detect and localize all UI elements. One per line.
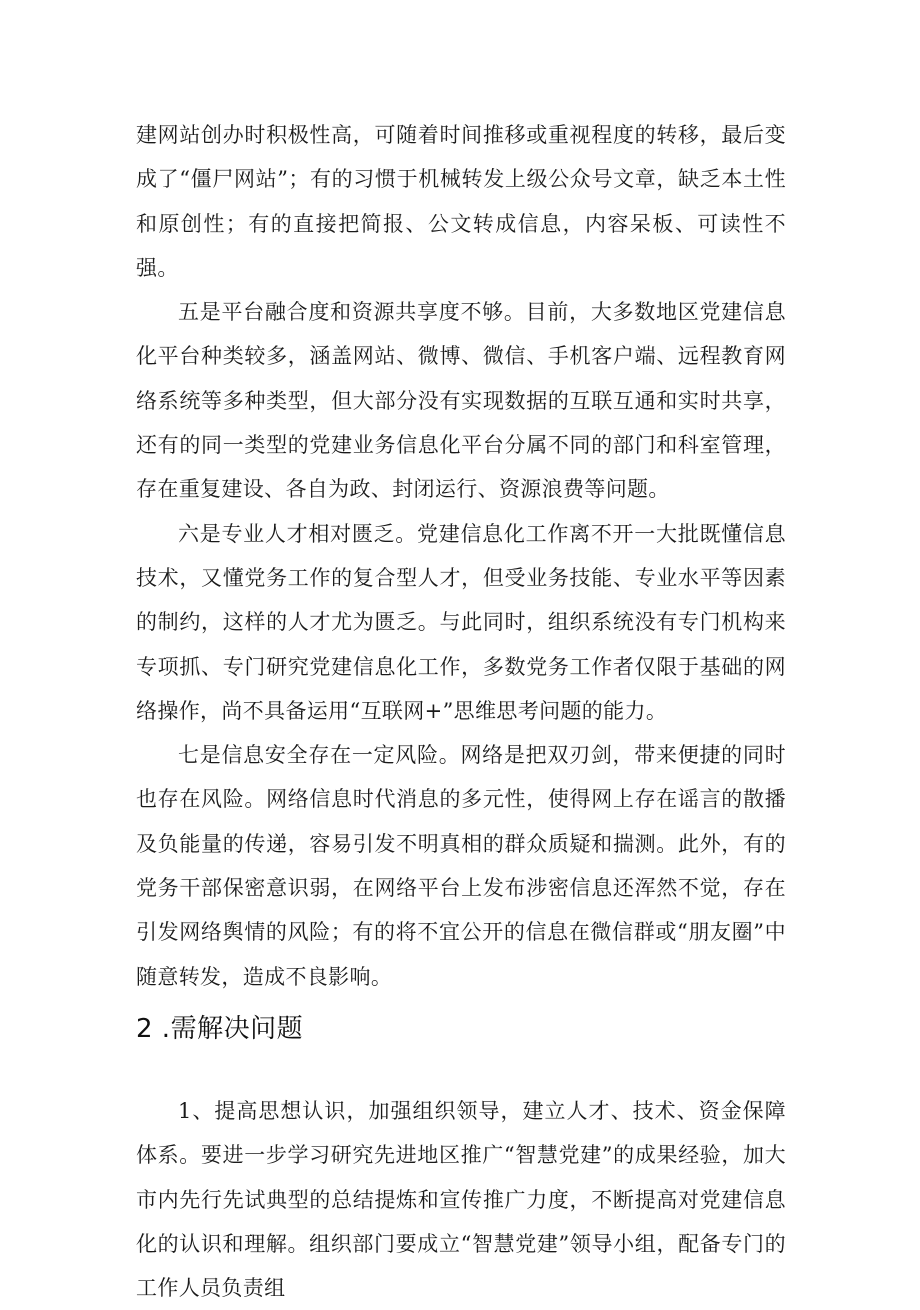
paragraph-solution-one: 1、提高思想认识，加强组织领导，建立人才、技术、资金保障体系。要进一步学习研究先进地区推广“智慧党建”的成果经验，加大市内先行先试典型的总结提炼和宣传推广力度，不断提高对党建信息化的认识和理解。组织部门要成立“智慧党建”领导小组，配备专门的工作人员负责组 (136, 1098, 786, 1301)
paragraph-point-seven: 七是信息安全存在一定风险。网络是把双刃剑，带来便捷的同时也存在风险。网络信息时代消息的多元性，使得网上存在谣言的散播及负能量的传递，容易引发不明真相的群众质疑和揣测。此外，有的党务干部保密意识弱，在网络平台上发布涉密信息还浑然不觉，存在引发网络舆情的风险；有的将不宜公开的信息在微信群或“朋友圈”中随意转发，造成不良影响。 (136, 743, 786, 989)
paragraph-continued: 建网站创办时积极性高，可随着时间推移或重视程度的转移，最后变成了“僵尸网站”；有的习惯于机械转发上级公众号文章，缺乏本土性和原创性；有的直接把简报、公文转成信息，内容呆板、可读性不强。 (136, 123, 786, 280)
document-page (136, 113, 786, 1310)
section-heading: 2 .需解决问题 (136, 1013, 304, 1044)
paragraph-point-five: 五是平台融合度和资源共享度不够。目前，大多数地区党建信息化平台种类较多，涵盖网站、微博、微信、手机客户端、远程教育网络系统等多种类型，但大部分没有实现数据的互联互通和实时共享，还有的同一类型的党建业务信息化平台分属不同的部门和科室管理，存在重复建设、各自为政、封闭运行、资源浪费等问题。 (136, 300, 786, 502)
paragraph-point-six: 六是专业人才相对匮乏。党建信息化工作离不开一大批既懂信息技术，又懂党务工作的复合型人才，但受业务技能、专业水平等因素的制约，这样的人才尤为匮乏。与此同时，组织系统没有专门机构来专项抓、专门研究党建信息化工作，多数党务工作者仅限于基础的网络操作，尚不具备运用“互联网+”思维思考问题的能力。 (136, 521, 786, 723)
